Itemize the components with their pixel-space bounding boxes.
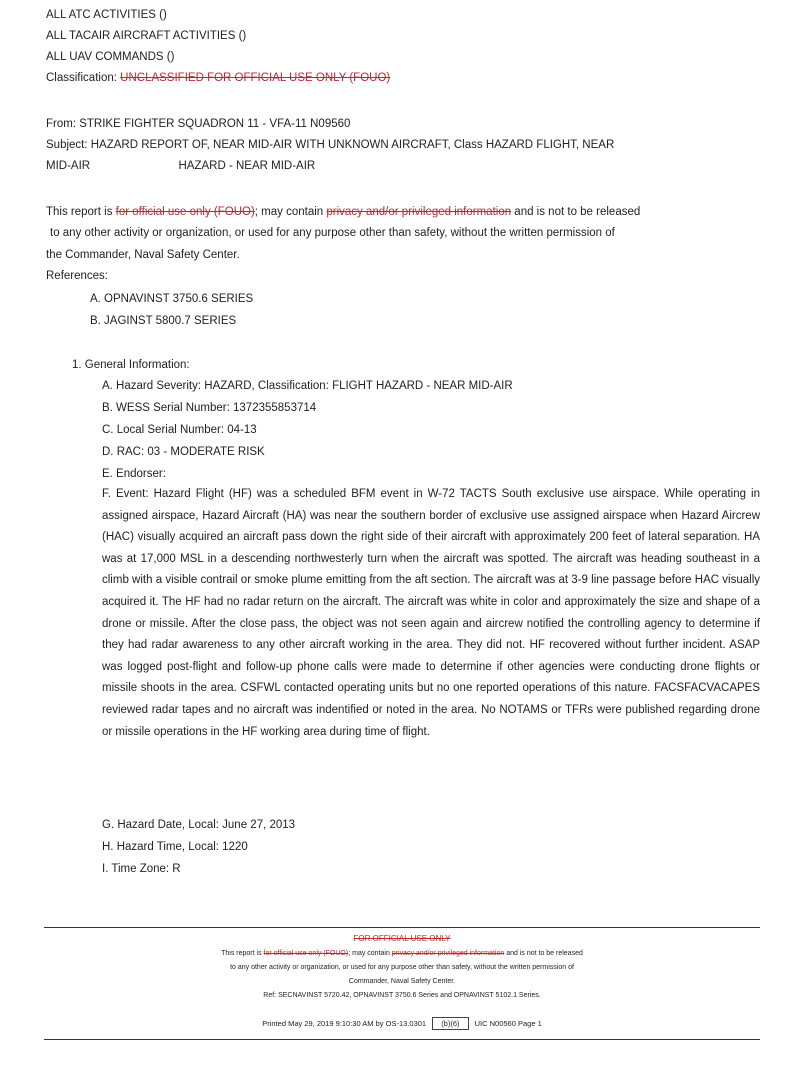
general-item-e: E. Endorser: bbox=[102, 468, 166, 480]
classification-label: Classification: bbox=[46, 72, 117, 84]
uic-page-number: UIC N00560 Page 1 bbox=[474, 1019, 542, 1028]
event-description: F. Event: Hazard Flight (HF) was a scheduled BFM event in W-72 TACTS South exclusive use airspace. While operating in assigned airspace, Hazard Aircraft (HA) was near the southern border of exclusive use assigned airspace when Hazard Aircrew (HAC) visually acquired an aircraft pass down the right side of their aircraft with approximately 200 feet of lateral separation. HA was at 17,000 MSL in a descending northwesterly turn when the aircraft was spotted. The aircraft was heading southeast in a climb with a visible contrail or smoke plume emitting from the aft section. The aircraft was at 3-9 line passage before HAC visually acquired it. The HF had no radar return on the aircraft. The aircraft was white in color and approximately the size and shape of a drone or missile. After the close pass, the object was not seen again and aircrew notified the controlling agency to determine if they had radar awareness to any other aircraft working in the area. They did not. HF recovered without further incident. ASAP was logged post-flight and follow-up phone calls were made to determine if other agencies were conducting drone flights or missile shoots in the area. CSFWL contacted operating units but no one reported operations of this nature. FACSFACVACAPES reviewed radar tapes and no aircraft was indentified or noted in the area. No NOTAMS or TFRs were published regarding drone or missile operations in the HF working area during time of flight. bbox=[102, 488, 760, 738]
footer-notice-line-2: to any other activity or organization, or used for any purpose other than safety, without the written permission of bbox=[230, 964, 574, 971]
reference-a: A. OPNAVINST 3750.6 SERIES bbox=[90, 293, 254, 305]
notice-strike-privacy: privacy and/or privileged information bbox=[326, 206, 512, 218]
footer-notice-line-1 bbox=[44, 948, 760, 959]
subject-hazard: HAZARD - NEAR MID-AIR bbox=[178, 160, 316, 172]
notice-text: and is not to be released bbox=[511, 206, 641, 218]
general-item-g: G. Hazard Date, Local: June 27, 2013 bbox=[102, 819, 296, 831]
printed-timestamp: Printed May 29, 2019 9:10:30 AM by OS-13.0301 bbox=[262, 1019, 427, 1028]
reference-b: B. JAGINST 5800.7 SERIES bbox=[90, 315, 237, 327]
notice-line-3: the Commander, Naval Safety Center. bbox=[46, 249, 240, 261]
notice-line-2: to any other activity or organization, or used for any purpose other than safety, without the written permission of bbox=[50, 227, 615, 239]
footer-text: This report is bbox=[221, 950, 264, 957]
footer-bottom-rule bbox=[44, 1039, 760, 1040]
classification-line bbox=[46, 71, 390, 85]
general-item-i: I. Time Zone: R bbox=[102, 863, 181, 875]
general-info-heading: 1. General Information: bbox=[72, 359, 190, 371]
footer-strike-privacy: privacy and/or privileged information bbox=[391, 950, 505, 957]
header-line-tacair: ALL TACAIR AIRCRAFT ACTIVITIES () bbox=[46, 30, 247, 42]
subject-line: Subject: HAZARD REPORT OF, NEAR MID-AIR WITH UNKNOWN AIRCRAFT, Class HAZARD FLIGHT, NEAR bbox=[46, 139, 615, 151]
general-item-b: B. WESS Serial Number: 1372355853714 bbox=[102, 402, 317, 414]
header-line-atc: ALL ATC ACTIVITIES () bbox=[46, 9, 167, 21]
general-item-c: C. Local Serial Number: 04-13 bbox=[102, 424, 257, 436]
footer-text: and is not to be released bbox=[504, 950, 583, 957]
notice-line-1 bbox=[46, 205, 640, 219]
footer-references: Ref: SECNAVINST 5720.42, OPNAVINST 3750.6 Series and OPNAVINST 5102.1 Series. bbox=[263, 992, 541, 999]
footer-notice-line-3: Commander, Naval Safety Center. bbox=[348, 978, 456, 985]
references-label: References: bbox=[46, 270, 109, 282]
subject-line-continued bbox=[46, 159, 315, 173]
subject-continuation: MID-AIR bbox=[46, 160, 91, 172]
notice-text: This report is bbox=[46, 206, 116, 218]
footer-text: ; may contain bbox=[348, 950, 392, 957]
general-item-h: H. Hazard Time, Local: 1220 bbox=[102, 841, 248, 853]
notice-strike-fouo: for official use only (FOUO) bbox=[115, 206, 255, 218]
general-item-a: A. Hazard Severity: HAZARD, Classification: FLIGHT HAZARD - NEAR MID-AIR bbox=[102, 380, 513, 392]
classification-value: UNCLASSIFIED FOR OFFICIAL USE ONLY (FOUO) bbox=[120, 72, 391, 84]
notice-text: ; may contain bbox=[254, 206, 327, 218]
header-line-uav: ALL UAV COMMANDS () bbox=[46, 51, 175, 63]
footer-top-rule bbox=[44, 927, 760, 928]
general-item-d: D. RAC: 03 - MODERATE RISK bbox=[102, 446, 265, 458]
from-line: From: STRIKE FIGHTER SQUADRON 11 - VFA-11 N09560 bbox=[46, 118, 351, 130]
redaction-box: (b)(6) bbox=[432, 1017, 468, 1030]
footer-fouo-marking: FOR OFFICIAL USE ONLY bbox=[353, 934, 451, 943]
footer-strike-fouo: for official use only (FOUO) bbox=[263, 950, 349, 957]
footer-print-line bbox=[44, 1017, 760, 1030]
